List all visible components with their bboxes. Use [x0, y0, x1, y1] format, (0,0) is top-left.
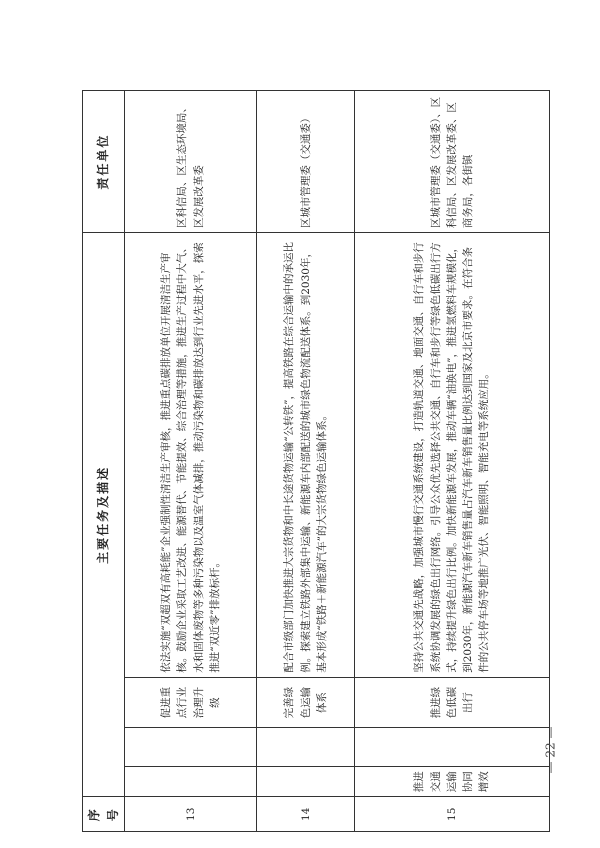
row-description: 坚持公共交通先战略，加强城市慢行交通系统建设，打造轨道交通、地面交通、自行车和步行系统协调发展的绿色出行网络。引导公众优先选择公共交通、自行车和步行等绿色低碳出行方式，持续提升绿色出行比例。加快新能源车发展，推动车辆“油换电”，推进氢燃料车规模化，到2030年，新能源汽车新车销售量占汽车新车销售量比例达到国家及北京市要求。在符合条件的公共停车场等地推广光伏、智能照明、智能充电等系统应用。	[355, 233, 550, 678]
table-row	[257, 91, 355, 832]
row-task: 促进重点行业治理升级	[125, 677, 257, 728]
row-subcategory	[355, 728, 550, 767]
row-unit: 区城市管理委（交通委）	[257, 91, 355, 233]
rotated-table-container	[82, 90, 550, 832]
page-number-text: — 22 —	[543, 726, 557, 774]
row-subcategory	[257, 728, 355, 767]
row-task: 推进绿色低碳出行	[355, 677, 550, 728]
table-header-row	[83, 91, 125, 832]
row-unit: 区科信局、区生态环境局、区发展改革委	[125, 91, 257, 233]
row-seq: 15	[355, 797, 550, 832]
row-unit: 区城市管理委（交通委）、区科信局、区发展改革委、区商务局，各街镇	[355, 91, 550, 233]
row-subcategory	[125, 728, 257, 767]
page-number	[540, 700, 560, 800]
row-description: 依法实施“双超双有高耗能”企业强制性清洁生产审核，推进重点碳排放单位开展清洁生产审核。鼓励企业采取工艺改进、能源替代、节能提效、综合治理等措施，推进生产过程中大气、水和固体废物等多种污染物以及温室气体减排，推动污染物和碳排放达到行业先进水平，探索推进“双近零”排放标杆。	[125, 233, 257, 678]
row-category	[125, 767, 257, 797]
header-main: 主要任务及描述	[83, 233, 125, 797]
row-category	[257, 767, 355, 797]
header-seq: 序号	[83, 797, 125, 832]
row-task: 完善绿色运输体系	[257, 677, 355, 728]
table-row	[355, 91, 550, 832]
row-description: 配合市级部门加快推进大宗货物和中长途货物运输“公转铁”，提高铁路在综合运输中的承运比例。探索建立铁路外部集中运输、新能源车内部配送的城市绿色物流配送体系。到2030年，基本形成“铁路＋新能源汽车”的大宗货物绿色运输体系。	[257, 233, 355, 678]
row-seq: 13	[125, 797, 257, 832]
row-category: 推进交通运输协同增效	[355, 767, 550, 797]
table-row	[125, 91, 257, 832]
row-seq: 14	[257, 797, 355, 832]
header-unit: 责任单位	[83, 91, 125, 233]
task-table	[82, 90, 550, 832]
